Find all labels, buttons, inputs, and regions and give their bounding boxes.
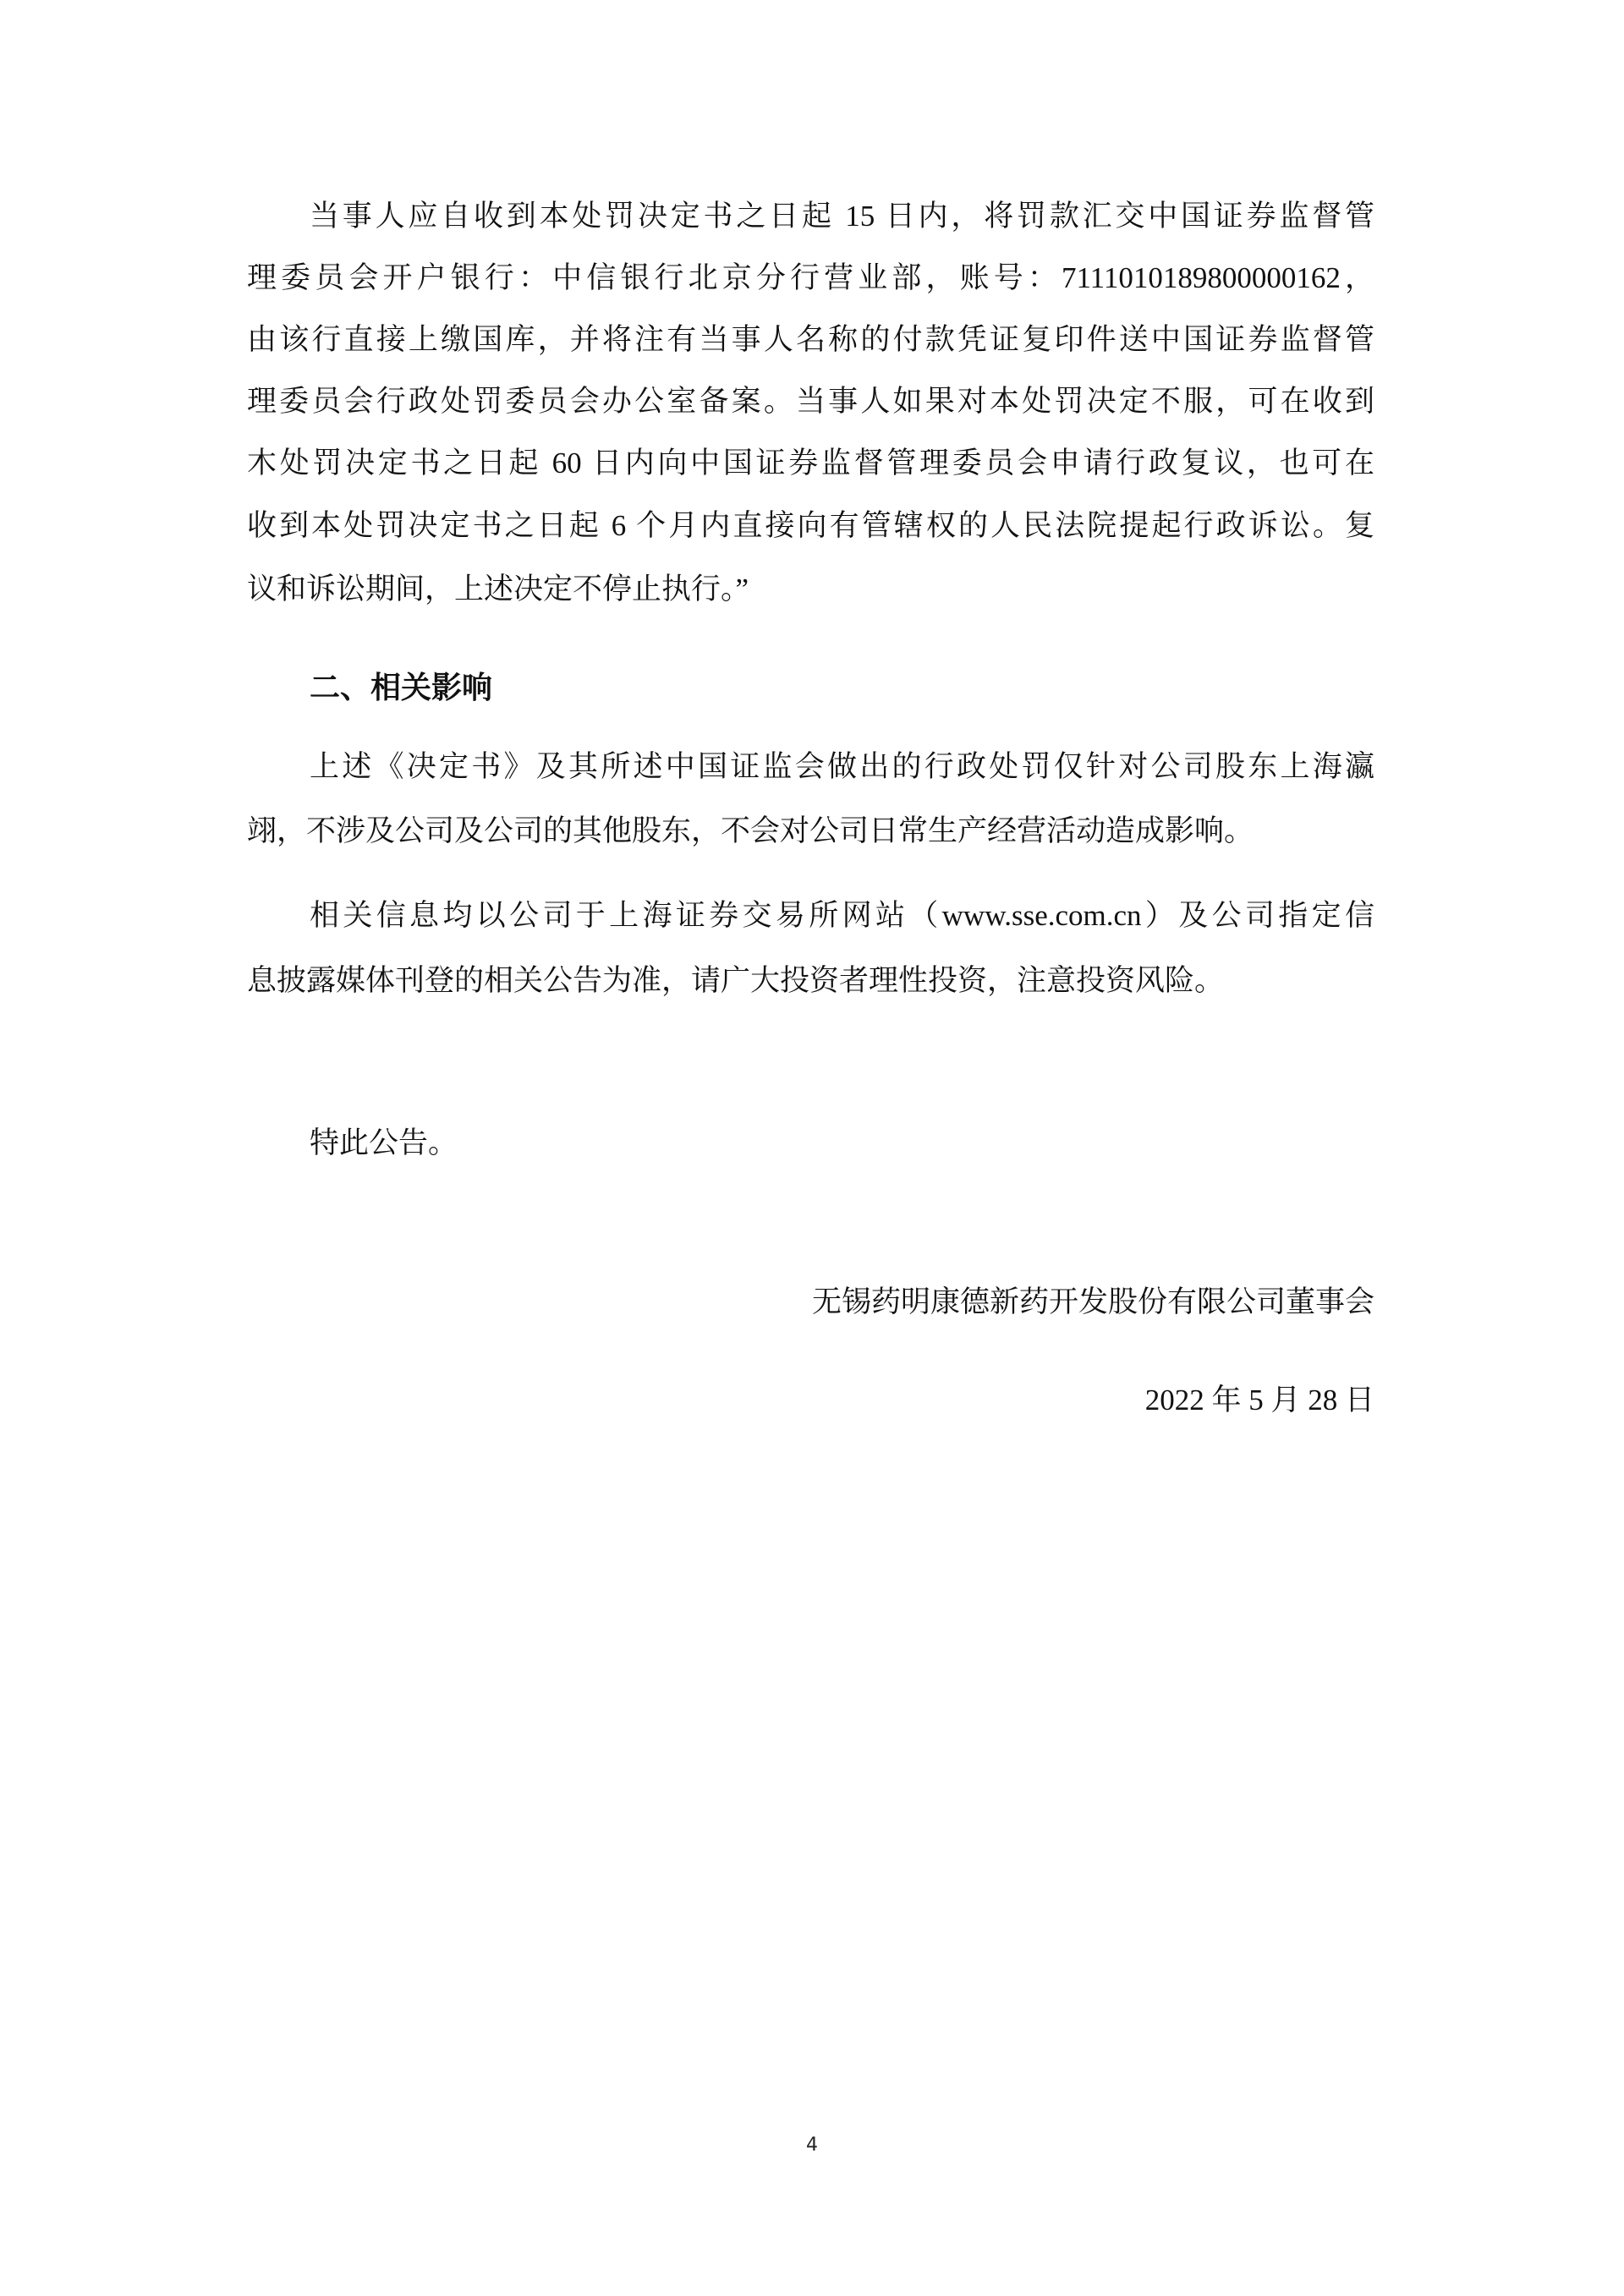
paragraph-line: 木处罚决定书之日起 60 日内向中国证券监督管理委员会申请行政复议，也可在 — [247, 447, 1374, 479]
paragraph-line: 议和诉讼期间，上述决定不停止执行。” — [247, 573, 749, 606]
paragraph-line: 理委员会开户银行：中信银行北京分行营业部，账号：7111010189800000162， — [247, 261, 1374, 294]
paragraph-line: 收到本处罚决定书之日起 6 个月内直接向有管辖权的人民法院提起行政诉讼。复 — [247, 509, 1374, 542]
paragraph-line: 息披露媒体刊登的相关公告为准，请广大投资者理性投资，注意投资风险。 — [247, 964, 1225, 997]
section-heading: 二、相关影响 — [310, 671, 493, 705]
paragraph-line: 上述《决定书》及其所述中国证监会做出的行政处罚仅针对公司股东上海瀛 — [310, 750, 1374, 783]
closing-statement: 特此公告。 — [310, 1126, 458, 1159]
page-number: 4 — [806, 2134, 818, 2156]
paragraph-line: 翊，不涉及公司及公司的其他股东，不会对公司日常生产经营活动造成影响。 — [247, 814, 1254, 847]
signature-company-board: 无锡药明康德新药开发股份有限公司董事会 — [811, 1285, 1374, 1318]
signature-date: 2022 年 5 月 28 日 — [1144, 1384, 1374, 1417]
paragraph-line: 理委员会行政处罚委员会办公室备案。当事人如果对本处罚决定不服，可在收到 — [247, 385, 1374, 418]
paragraph-line: 当事人应自收到本处罚决定书之日起 15 日内，将罚款汇交中国证券监督管 — [310, 200, 1374, 233]
paragraph-line: 由该行直接上缴国库，并将注有当事人名称的付款凭证复印件送中国证券监督管 — [247, 323, 1374, 356]
paragraph-line: 相关信息均以公司于上海证券交易所网站（www.sse.com.cn）及公司指定信 — [310, 899, 1374, 932]
